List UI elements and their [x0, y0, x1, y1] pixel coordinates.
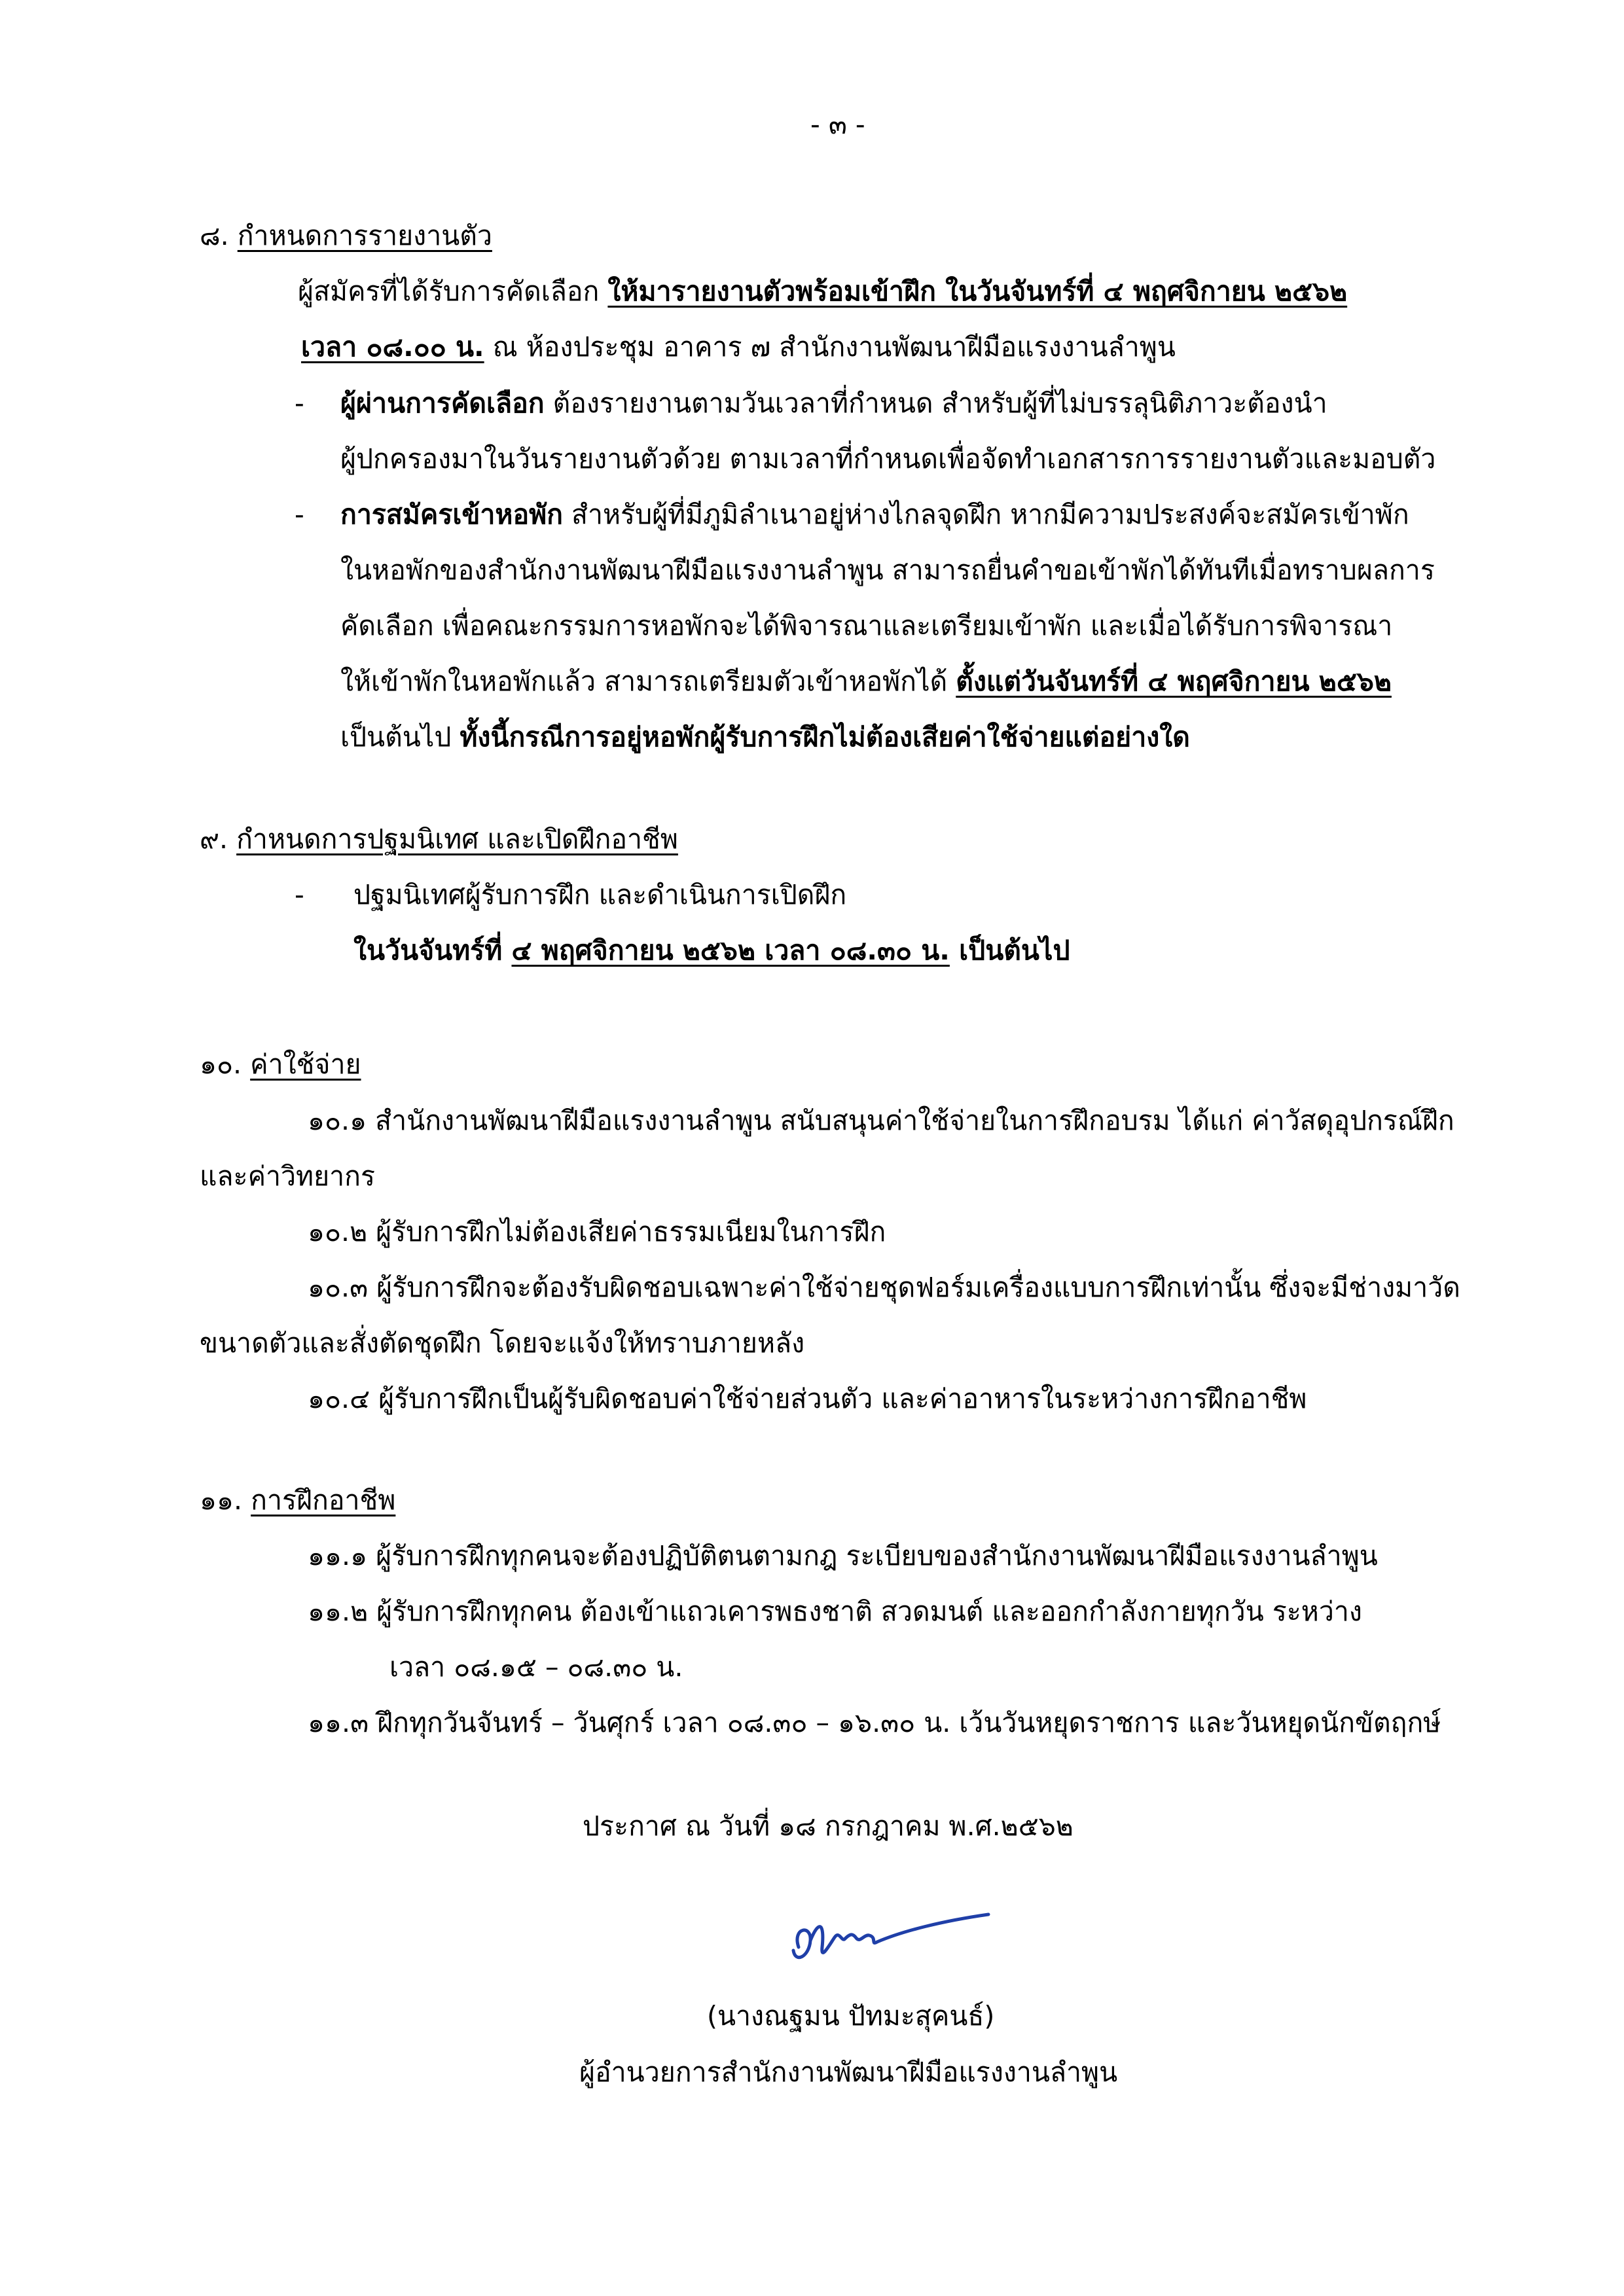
section-8-bullet-2-line-2: ในหอพักของสำนักงานพัฒนาฝีมือแรงงานลำพูน สามารถยื่นคำขอเข้าพักได้ทันทีเมื่อทราบผลการ: [340, 554, 1435, 586]
orientation-date: ๔ พฤศจิกายน ๒๕๖๒ เวลา ๐๘.๓๐ น.: [511, 935, 950, 966]
signer-name: (นางณฐมน ปัทมะสุคนธ์): [707, 2000, 995, 2032]
section-9-title: กำหนดการปฐมนิเทศ และเปิดฝึกอาชีพ: [236, 823, 678, 855]
section-8-bullet-2-line-4: [340, 668, 1392, 695]
bullet-1-label: ผู้ผ่านการคัดเลือก: [340, 387, 545, 419]
section-8-bullet-2-line-5: [340, 721, 1190, 753]
report-time: เวลา ๐๘.๐๐ น.: [301, 331, 484, 363]
section-8-heading: [200, 220, 492, 251]
section-11-item-1: ๑๑.๑ ผู้รับการฝึกทุกคนจะต้องปฏิบัติตนตามกฎ ระเบียบของสำนักงานพัฒนาฝีมือแรงงานลำพูน: [308, 1540, 1378, 1571]
orientation-onward: เป็นต้นไป: [949, 935, 1070, 966]
section-10-item-4: ๑๐.๔ ผู้รับการฝึกเป็นผู้รับผิดชอบค่าใช้จ่ายส่วนตัว และค่าอาหารในระหว่างการฝึกอาชีพ: [308, 1383, 1307, 1414]
bullet-2-label: การสมัครเข้าหอพัก: [340, 499, 563, 530]
bullet-2-text: สำหรับผู้ที่มีภูมิลำเนาอยู่ห่างไกลจุดฝึก หากมีความประสงค์จะสมัครเข้าพัก: [562, 499, 1409, 530]
section-11-heading: [200, 1484, 396, 1516]
section-10-item-3-line-2: ขนาดตัวและสั่งตัดชุดฝึก โดยจะแจ้งให้ทราบภายหลัง: [200, 1327, 805, 1359]
dorm-free-note: ทั้งนี้กรณีการอยู่หอพักผู้รับการฝึกไม่ต้องเสียค่าใช้จ่ายแต่อย่างใด: [460, 721, 1190, 753]
report-place: ณ ห้องประชุม อาคาร ๗ สำนักงานพัฒนาฝีมือแรงงานลำพูน: [484, 331, 1176, 363]
section-8-bullet-2: [340, 501, 1409, 528]
section-11-item-2-line-2: เวลา ๐๘.๑๕ – ๐๘.๓๐ น.: [389, 1651, 683, 1683]
section-8-bullet-1: [340, 387, 1327, 419]
section-11-item-3: ๑๑.๓ ฝึกทุกวันจันทร์ – วันศุกร์ เวลา ๐๘.๓๐ – ๑๖.๓๐ น. เว้นวันหยุดราชการ และวันหยุดนักขัตฤกษ์: [308, 1707, 1441, 1738]
bullet-1-text: ต้องรายงานตามวันเวลาที่กำหนด สำหรับผู้ที่ไม่บรรลุนิติภาวะต้องนำ: [544, 387, 1327, 419]
section-8-number: ๘.: [200, 220, 229, 251]
signer-title: ผู้อำนวยการสำนักงานพัฒนาฝีมือแรงงานลำพูน: [579, 2056, 1118, 2088]
section-9-number: ๙.: [200, 823, 228, 855]
orientation-day: ในวันจันทร์ที่: [353, 935, 512, 966]
section-10-item-1: ๑๐.๑ สำนักงานพัฒนาฝีมือแรงงานลำพูน สนับสนุนค่าใช้จ่ายในการฝึกอบรม ได้แก่ ค่าวัสดุอุปกรณ์ฝึก: [308, 1105, 1454, 1136]
section-8-title: กำหนดการรายงานตัว: [237, 220, 492, 251]
section-10-item-2: ๑๐.๒ ผู้รับการฝึกไม่ต้องเสียค่าธรรมเนียมในการฝึก: [308, 1216, 886, 1247]
section-9-date-line: [353, 937, 1070, 964]
bullet-dash: -: [295, 879, 304, 910]
section-10-item-1-line-2: และค่าวิทยากร: [200, 1160, 375, 1192]
section-10-number: ๑๐.: [200, 1049, 242, 1080]
intro-text: ผู้สมัครที่ได้รับการคัดเลือก: [298, 276, 600, 307]
bullet-dash: -: [295, 387, 304, 419]
bullet-dash: -: [295, 499, 304, 530]
section-11-title: การฝึกอาชีพ: [251, 1484, 396, 1516]
section-8-time: [301, 331, 1176, 363]
section-9-heading: [200, 823, 678, 855]
section-11-number: ๑๑.: [200, 1484, 243, 1516]
dorm-date: ตั้งแต่วันจันทร์ที่ ๔ พฤศจิกายน ๒๕๖๒: [956, 666, 1392, 697]
section-9-bullet-1: ปฐมนิเทศผู้รับการฝึก และดำเนินการเปิดฝึก: [353, 879, 847, 910]
page-number: - ๓ -: [810, 109, 865, 140]
section-11-item-2: ๑๑.๒ ผู้รับการฝึกทุกคน ต้องเข้าแถวเคารพธงชาติ สวดมนต์ และออกกำลังกายทุกวัน ระหว่าง: [308, 1596, 1362, 1627]
signature-image: [779, 1901, 1001, 1980]
dorm-text: ให้เข้าพักในหอพักแล้ว สามารถเตรียมตัวเข้าหอพักได้: [340, 666, 956, 697]
section-10-item-3: ๑๐.๓ ผู้รับการฝึกจะต้องรับผิดชอบเฉพาะค่าใช้จ่ายชุดฟอร์มเครื่องแบบการฝึกเท่านั้น ซึ่งจะมีช่างมาวัด: [308, 1272, 1460, 1303]
intro-emphasis: ให้มารายงานตัวพร้อมเข้าฝึก ในวันจันทร์ที่ ๔ พฤศจิกายน ๒๕๖๒: [607, 276, 1348, 307]
section-8-intro: [298, 278, 1347, 305]
section-10-title: ค่าใช้จ่าย: [250, 1049, 361, 1080]
section-8-bullet-2-line-3: คัดเลือก เพื่อคณะกรรมการหอพักจะได้พิจารณาและเตรียมเข้าพัก และเมื่อได้รับการพิจารณา: [340, 610, 1393, 641]
section-10-heading: [200, 1051, 361, 1078]
dorm-onward: เป็นต้นไป: [340, 721, 460, 753]
section-8-bullet-1-line-2: ผู้ปกครองมาในวันรายงานตัวด้วย ตามเวลาที่กำหนดเพื่อจัดทำเอกสารการรายงานตัวและมอบตัว: [340, 443, 1436, 475]
announcement-date: ประกาศ ณ วันที่ ๑๘ กรกฎาคม พ.ศ.๒๕๖๒: [583, 1810, 1074, 1842]
